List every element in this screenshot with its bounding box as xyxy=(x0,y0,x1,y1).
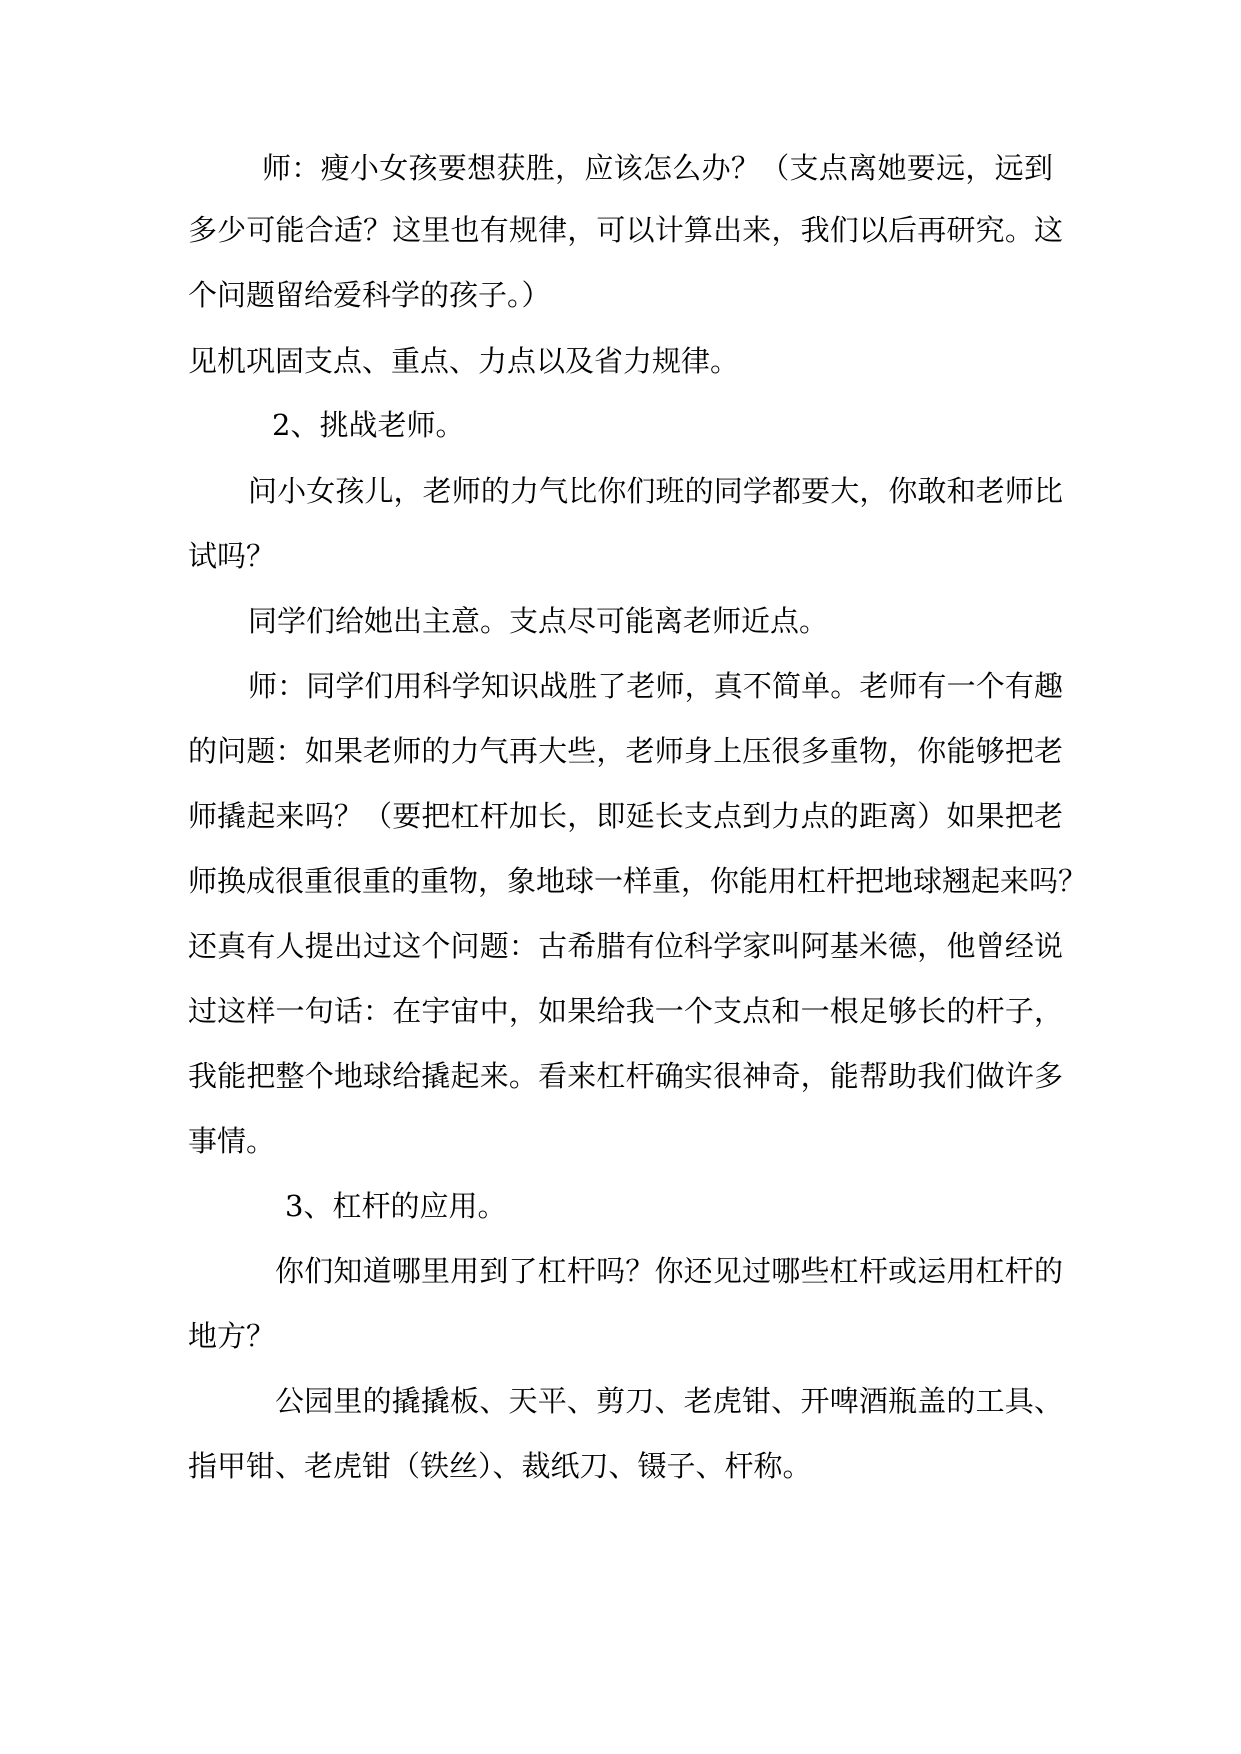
text-line-15: 我能把整个地球给撬起来。看来杠杆确实很神奇，能帮助我们做许多 xyxy=(188,1059,1063,1093)
text-line-8: 同学们给她出主意。支点尽可能离老师近点。 xyxy=(248,604,829,638)
section-heading-3: 3、杠杆的应用。 xyxy=(285,1189,507,1223)
text-line-4: 见机巩固支点、重点、力点以及省力规律。 xyxy=(188,344,740,378)
text-line-13: 还真有人提出过这个问题：古希腊有位科学家叫阿基米德，他曾经说 xyxy=(188,929,1063,963)
section-heading-2: 2、挑战老师。 xyxy=(272,408,465,442)
text-line-14: 过这样一句话：在宇宙中，如果给我一个支点和一根足够长的杆子， xyxy=(188,994,1063,1028)
text-line-3: 个问题留给爱科学的孩子。） xyxy=(188,278,551,312)
text-line-9: 师：同学们用科学知识战胜了老师，真不简单。老师有一个有趣 xyxy=(248,669,1063,703)
text-line-6: 问小女孩儿，老师的力气比你们班的同学都要大，你敢和老师比 xyxy=(248,474,1063,508)
text-line-19: 地方？ xyxy=(188,1319,276,1353)
text-line-1: 师：瘦小女孩要想获胜，应该怎么办？（支点离她要远，远到 xyxy=(262,151,1053,185)
text-line-10: 的问题：如果老师的力气再大些，老师身上压很多重物，你能够把老 xyxy=(188,734,1063,768)
text-line-7: 试吗？ xyxy=(188,539,276,573)
text-line-18: 你们知道哪里用到了杠杆吗？你还见过哪些杠杆或运用杠杆的 xyxy=(275,1254,1063,1288)
text-line-20: 公园里的撬撬板、天平、剪刀、老虎钳、开啤酒瓶盖的工具、 xyxy=(275,1384,1063,1418)
text-line-11: 师撬起来吗？（要把杠杆加长，即延长支点到力点的距离）如果把老 xyxy=(188,799,1063,833)
text-line-21: 指甲钳、老虎钳（铁丝）、裁纸刀、镊子、杆称。 xyxy=(188,1449,812,1483)
text-line-16: 事情。 xyxy=(188,1124,276,1158)
text-line-12: 师换成很重很重的重物，象地球一样重，你能用杠杆把地球翘起来吗？ xyxy=(188,864,1088,898)
text-line-2: 多少可能合适？这里也有规律，可以计算出来，我们以后再研究。这 xyxy=(188,213,1063,247)
